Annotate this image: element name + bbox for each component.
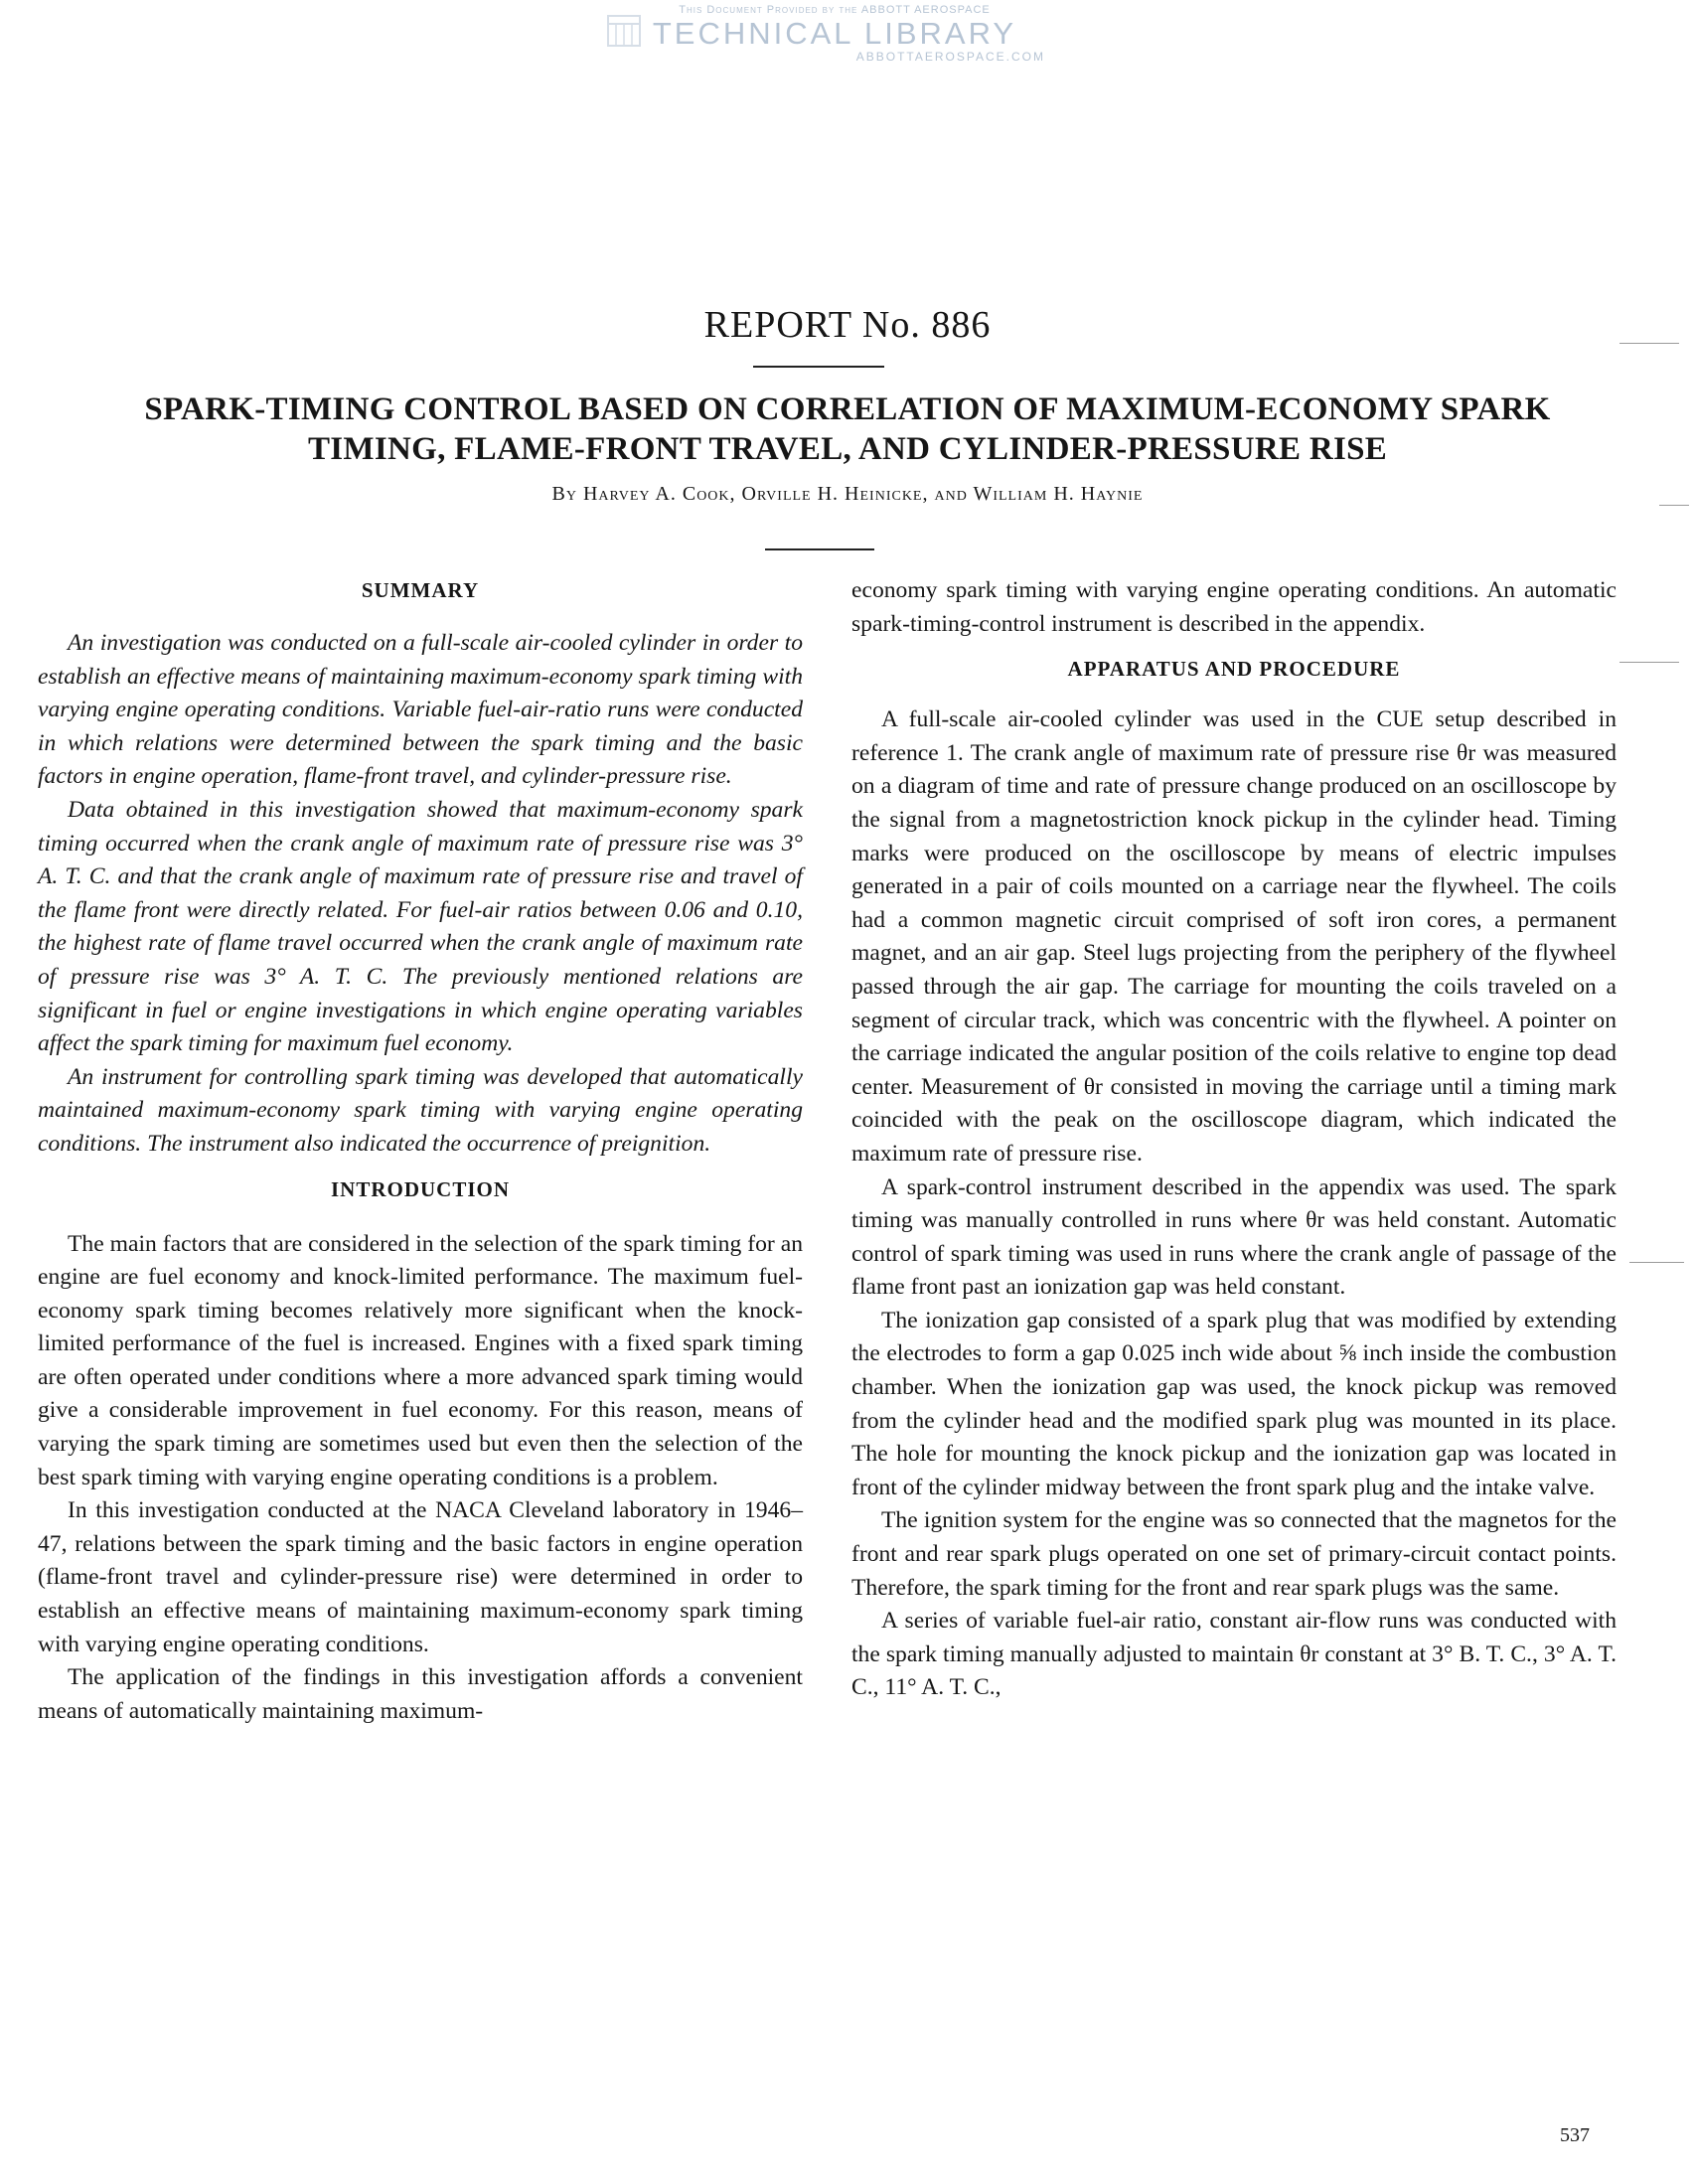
title-line-2: TIMING, FLAME-FRONT TRAVEL, AND CYLINDER-PRESSURE RISE [307,431,1388,467]
summary-paragraph-2: Data obtained in this investigation showed that maximum-economy spark timing occurred when the crank angle of maximum rate of pressure rise was 3° A. T. C. and that the crank angle of maximum rate of pressure rise and travel of the flame front were directly related. For fuel-air ratios between 0.06 and 0.10, the highest rate of flame travel occurred when the crank angle of maximum rate of pressure rise was 3° A. T. C. The previously mentioned relations are significant in fuel or engine investigations in which engine operating variables affect the spark timing for maximum fuel economy. [38,796,803,1057]
title-rule-top [753,366,884,368]
watermark-line1: This Document Provided by the ABBOTT AEROSPACE [679,4,991,16]
scan-mark [1619,343,1679,344]
apparatus-paragraph-1: A full-scale air-cooled cylinder was used in the CUE setup described in reference 1. The crank angle of maximum rate of pressure rise θr was measured on a diagram of time and rate of pressure change produced on an oscilloscope by the signal from a magnetostriction knock pickup in the cylinder head. Timing marks were produced on the oscilloscope by means of electric impulses generated in a pair of coils mounted on a carriage near the flywheel. The coils had a common magnetic circuit comprised of soft iron cores, a permanent magnet, and an air gap. Steel lugs projecting from the periphery of the flywheel passed through the air gap. The carriage for mounting the coils traveled on a segment of circular track, which was concentric with the flywheel. A pointer on the carriage indicated the angular position of the coils relative to engine top dead center. Measurement of θr consisted in moving the carriage until a timing mark coincided with the peak on the oscilloscope diagram, which indicated the maximum rate of pressure rise. [851,706,1617,1167]
intro-paragraph-2: In this investigation conducted at the NACA Cleveland laboratory in 1946–47, relations between the spark timing and the basic factors in engine operation (flame-front travel and cylinder-pressure rise) were determined in order to establish an effective means of maintaining maximum-economy spark timing with varying engine operating conditions. [38,1497,803,1657]
apparatus-paragraph-2: A spark-control instrument described in the appendix was used. The spark timing was manually controlled in runs where θr was held constant. Automatic control of spark timing was used in runs where the crank angle of passage of the flame front past an ionization gap was held constant. [851,1173,1617,1301]
apparatus-heading: APPARATUS AND PROCEDURE [1067,657,1401,682]
intro-paragraph-1: The main factors that are considered in the selection of the spark timing for an engine are fuel economy and knock-limited performance. The maximum fuel-economy spark timing becomes relatively more significant when the knock-limited performance of the fuel is increased. Engines with a fixed spark timing are often operated under conditions where a more advanced spark timing would give a considerable improvement in fuel economy. For this reason, means of varying the spark timing are sometimes used but even then the selection of the best spark timing with varying engine operating conditions is a problem. [38,1230,803,1490]
watermark-line2: TECHNICAL LIBRARY [652,16,1017,51]
continued-paragraph: economy spark timing with varying engine operating conditions. An automatic spark-timing-control instrument is described in the appendix. [851,577,1617,637]
right-column [851,574,1617,1705]
title-rule-bottom [765,548,874,550]
summary-paragraph-3: An instrument for controlling spark timing was developed that automatically maintained maximum-economy spark timing with varying engine operating conditions. The instrument also indicated the occurrence of preignition. [38,1063,803,1157]
apparatus-paragraph-5: A series of variable fuel-air ratio, constant air-flow runs was conducted with the spark timing manually adjusted to maintain θr constant at 3° B. T. C., 3° A. T. C., 11° A. T. C., [851,1608,1617,1701]
authors-line: By Harvey A. Cook, Orville H. Heinicke, and William H. Haynie [551,483,1144,505]
introduction-heading: INTRODUCTION [330,1176,511,1201]
summary-paragraph-1: An investigation was conducted on a full-scale air-cooled cylinder in order to establish an effective means of maintaining maximum-economy spark timing with varying engine operating conditions. Variable fuel-air-ratio runs were conducted in which relations were determined between the spark timing and the basic factors in engine operation, flame-front travel, and cylinder-pressure rise. [38,630,803,790]
title-line-1: SPARK-TIMING CONTROL BASED ON CORRELATION OF MAXIMUM-ECONOMY SPARK [144,391,1551,427]
apparatus-paragraph-3: The ionization gap consisted of a spark plug that was modified by extending the electrodes to form a gap 0.025 inch wide about ⅝ inch inside the combustion chamber. When the ionization gap was used, the knock pickup was removed from the cylinder head and the modified spark plug was mounted in its place. The hole for mounting the knock pickup and the ionization gap was located in front of the cylinder midway between the front spark plug and the intake valve. [851,1307,1617,1500]
abbott-logo-icon [604,10,644,50]
scan-mark [1659,505,1689,506]
apparatus-paragraph-4: The ignition system for the engine was so connected that the magnetos for the front and rear spark plugs operated on one set of primary-circuit contact points. Therefore, the spark timing for the front and rear spark plugs was the same. [851,1507,1617,1601]
scan-mark [1619,662,1679,663]
report-title [40,390,1655,469]
intro-paragraph-3: The application of the findings in this investigation affords a convenient means of automatically maintaining maximum- [38,1664,803,1724]
left-column [38,574,803,1728]
report-number: REPORT No. 886 [703,304,992,346]
page-number: 537 [1560,2124,1590,2146]
watermark-url: ABBOTTAEROSPACE.COM [855,50,1045,64]
watermark [596,4,1073,74]
summary-heading: SUMMARY [361,578,480,602]
scan-mark [1629,1262,1684,1263]
